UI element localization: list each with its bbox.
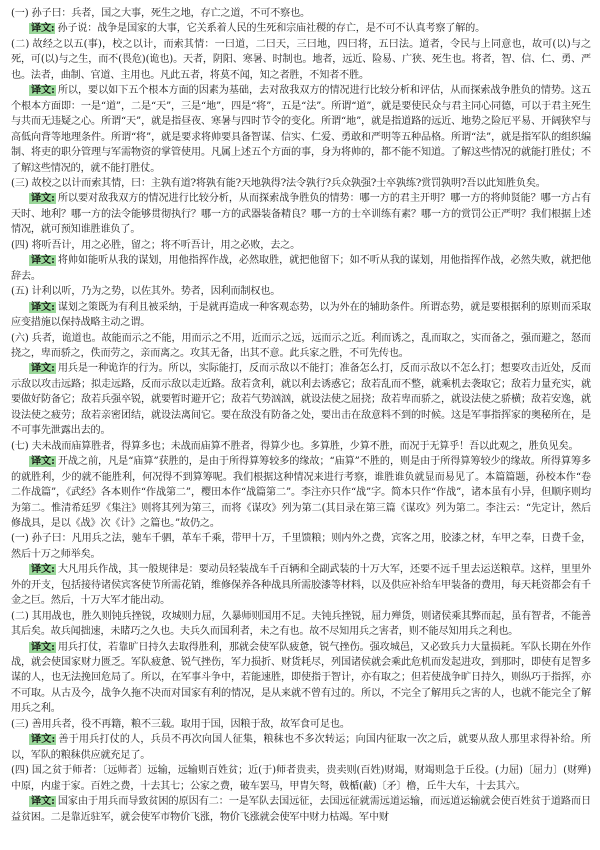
paragraph-text: (一) 孙子曰：兵者，国之大事，死生之地，存亡之道，不可不察也。 [11, 8, 311, 19]
paragraph-text: (一) 孙子曰：凡用兵之法，驰车千驷，革车千乘，带甲十万，千里馈粮；则内外之费，宾客之用，胶漆之材，车甲之奉，日费千金，然后十万之师举矣。 [11, 533, 591, 560]
translation-paragraph [11, 361, 591, 438]
translation-paragraph [11, 640, 591, 717]
translation-paragraph [11, 300, 591, 331]
translation-paragraph [11, 191, 591, 237]
translation-label: 译文: [31, 23, 55, 35]
translation-paragraph [11, 83, 591, 176]
original-text-paragraph [11, 37, 591, 83]
translation-paragraph [11, 454, 591, 531]
translation-label: 译文: [31, 641, 55, 653]
paragraph-text: 所以，要以如下五个根本方面的因素为基础，去对敌我双方的情况进行比较分析和评估，从而探索战争胜负的情势。这五个根本方面即：一是“道”，二是“天”，三是“地”，四是“将”，五是“法”。所谓“道”，就是要使民众与君主同心同德，可以于君主死生与共而无违疑之心。所谓“天”，就是指昼夜、寒暑与四时节令的变化。所谓“地”，就是指道路的远近、地势之险厄平易、开阔狭窄与高低向背等地理条件。所谓“将”，就是要求将帅要具备智谋、信实、仁爱、勇敢和严明等五种品格。所谓“法”，就是指军队的组织编制、将吏的职分管理与军需物资的掌管使用。凡属上述五个方面的事，身为将帅的，都不能不知道。了解这些情况的就能打胜仗；不了解这些情况的，就不能打胜仗。 [11, 85, 591, 174]
original-text-paragraph [11, 763, 591, 794]
paragraph-text: (六) 兵者，诡道也。故能而示之不能，用而示之不用，近而示之远，远而示之近。利而诱之，乱而取之，实而备之，强而避之，怒而挠之，卑而骄之，佚而劳之，亲而离之。攻其无备，出其不意。此兵家之胜，不可先传也。 [11, 332, 591, 359]
translation-paragraph [11, 794, 591, 825]
translation-paragraph [11, 21, 591, 36]
original-text-paragraph [11, 6, 591, 21]
paragraph-text: 用兵是一种诡诈的行为。所以，实际能打，反而示敌以不能打；准备怎么打，反而示敌以不怎么打；想要攻击近处，反而示敌以攻击远路；拟走远路，反而示敌以走近路。敌若贪利，就以利去诱惑它；敌若乱而不整，就乘机去袭取它；敌若力量充实，就要做好防备它；敌若兵强卒锐，就要暂时避开它；敌若气势汹汹，就设法使之屈挠；敌若卑而骄之，就设法使之骄横；敌若安逸，就设法使之疲劳；敌若亲密团结，就设法离间它。要在敌没有防备之处，要出击在敌意料不到的时候。这是军事指挥家的奥秘所在，是不可事先泄露出去的。 [11, 363, 591, 437]
document-body [11, 6, 591, 825]
translation-paragraph [11, 732, 591, 763]
paragraph-text: 大凡用兵作战，其一般规律是：要动员轻装战车千百辆和全副武装的十万大军，还要不远千里去运送粮草。这样，里里外外的开支，包括接待诸侯宾客使节所需花销，维修保养各种战具所需胶漆等材料，以及供应补给车甲装备的费用，每天耗资都会有千金之巨。然后，十万大军才能出动。 [11, 564, 591, 607]
paragraph-text: 善于用兵打仗的人，兵员不再次向国人征集，粮秣也不多次转运；向国内征取一次之后，就要从敌人那里求得补给。所以，军队的粮秣供应就充足了。 [11, 734, 591, 761]
paragraph-text: (四) 国之贫于师者：〔远师者〕远输，远输则百姓贫；近(于)师者贵卖，贵卖则(百姓)财竭，财竭则急于丘役。(力屈)〔屈力〕(财殚)中原，内虚于家。百姓之费，十去其七；公家之费，破车罢马，甲胄矢弩，戟楯(蔽)〔矛〕橹，丘牛大车，十去其六。 [11, 765, 591, 792]
paragraph-text: (二) 其用战也，胜久则钝兵挫锐，攻城则力屈，久暴师则国用不足。夫钝兵挫锐，屈力殚货，则诸侯乘其弊而起，虽有智者，不能善其后矣。故兵闻拙速，未睹巧之久也。夫兵久而国利者，未之有也。故不尽知用兵之害者，则不能尽知用兵之利也。 [11, 610, 591, 638]
translation-label: 译文: [31, 456, 55, 468]
paragraph-text: (四) 将听吾计，用之必胜，留之；将不听吾计，用之必败，去之。 [11, 239, 301, 251]
paragraph-text: 谋划之策既为有利且被采纳，于是就再造成一种客观态势，以为外在的辅助条件。所谓态势，就是要根据利的原则而采取应变措施以保持战略主动之谓。 [11, 301, 591, 329]
paragraph-text: (三) 故校之以计而索其情，曰：主孰有道?将孰有能?天地孰得?法令孰行?兵众孰强?士卒孰练?赏罚孰明?吾以此知胜负矣。 [11, 177, 546, 189]
paragraph-text: 所以要对敌我双方的情况进行比较分析，从而探索战争胜负的情势：哪一方的君主开明？哪一方的将帅贤能？哪一方占有天时、地利？哪一方的法令能够贯彻执行？哪一方的武器装备精良？哪一方的士卒训练有素？哪一方的赏罚公正严明？我们根据上述情况，就可预知谁胜谁负了。 [11, 193, 591, 236]
translation-label: 译文: [31, 255, 55, 267]
paragraph-text: 将帅如能听从我的谋划，用他指挥作战，必然取胜，就把他留下；如不听从我的谋划，用他指挥作战，必然失败，就把他辞去。 [11, 255, 591, 282]
original-text-paragraph [11, 238, 591, 253]
original-text-paragraph [11, 609, 591, 640]
original-text-paragraph [11, 717, 591, 732]
original-text-paragraph [11, 331, 591, 362]
paragraph-text: 用兵打仗，若靠旷日持久去取得胜利，那就会使军队疲惫，锐气挫伤。强攻城邑，又必致兵力大量损耗。军队长期在外作战，就会使国家财力匮乏。军队疲惫、锐气挫伤，军力损折、财货耗尽，列国诸侯就会乘此危机而发起进攻，到那时，即使有足智多谋的人，也无法挽回危局了。所以，在军事斗争中，若能速胜，即使指于智计，亦有取之；但若使战争旷日持久，则纵巧于指挥，亦不可取。从古及今，战争久拖不决而对国家有利的情况，是从来就不曾有过的。所以，不完全了解用兵之害的人，也就不能完全了解用兵之利。 [11, 641, 591, 715]
original-text-paragraph [11, 531, 591, 562]
translation-label: 译文: [31, 734, 56, 746]
paragraph-text: (二) 故经之以五(事)，校之以计，而索其情：一曰道，二曰天，三曰地，四曰将，五曰法。道者，令民与上同意也，故可(以)与之死，可(以)与之生，而不(畏危)(诡也)。天者，阴阳、寒暑、时制也。地者，远近、险易、广狭、死生也。将者，智、信、仁、勇、严也。法者，曲制、官道、主用也。凡此五者，将莫不闻，知之者胜，不知者不胜。 [11, 38, 591, 81]
translation-label: 译文: [31, 796, 55, 808]
translation-label: 译文: [31, 301, 55, 313]
paragraph-text: (五) 计利以听，乃为之势，以佐其外。势者，因利而制权也。 [11, 286, 281, 298]
paragraph-text: (三) 善用兵者，役不再籍，粮不三载。取用于国，因粮于敌，故军食可足也。 [11, 718, 350, 730]
original-text-paragraph [11, 439, 591, 454]
translation-label: 译文: [31, 193, 55, 205]
translation-paragraph [11, 253, 591, 284]
paragraph-text: (七) 夫未战而庙算胜者，得算多也；未战而庙算不胜者，得算少也。多算胜，少算不胜，而况于无算乎！吾以此观之，胜负见矣。 [11, 440, 579, 452]
paragraph-text: 开战之前，凡是“庙算”获胜的，是由于所得算筹较多的缘故；“庙算”不胜的，则是由于所得算筹较少的缘故。所得算筹多的就胜利，少的就不能胜利，何况得不到算筹呢。我们根据这种情况来进行考察，谁胜谁负就显而易见了。本篇篇题，孙校本作“卷二作战篇”，《武经》各本则作“作战第二”，樱田本作“战篇第二”。李注亦只作“战”字。简本只作“作战”，诸本虽有小异，但顺序则均为第二。惟清希廷罗《集注》则将其列为第三，而将《谋攻》列为第二(其目录在第三篇《谋攻》列为第二。李注云：“先定计，然后修战具，是以《战》次《计》之篇也。”故仍之。 [11, 456, 592, 529]
original-text-paragraph [11, 176, 591, 191]
translation-label: 译文: [31, 564, 55, 576]
paragraph-text: 国家由于用兵而导致贫困的原因有二：一是军队去国远征，去国远征就需远道运输，而远道运输就会使百姓贫于道路而日益贫困。二是靠近驻军，就会使军市物价飞涨，物价飞涨就会使军中财力枯竭。军中财 [11, 796, 591, 823]
translation-label: 译文: [31, 85, 55, 97]
translation-paragraph [11, 562, 591, 608]
paragraph-text: 孙子说：战争是国家的大事，它关系着人民的生死和宗庙社稷的存亡，是不可不认真考察了解的。 [57, 23, 486, 35]
translation-label: 译文: [31, 363, 55, 375]
original-text-paragraph [11, 284, 591, 299]
